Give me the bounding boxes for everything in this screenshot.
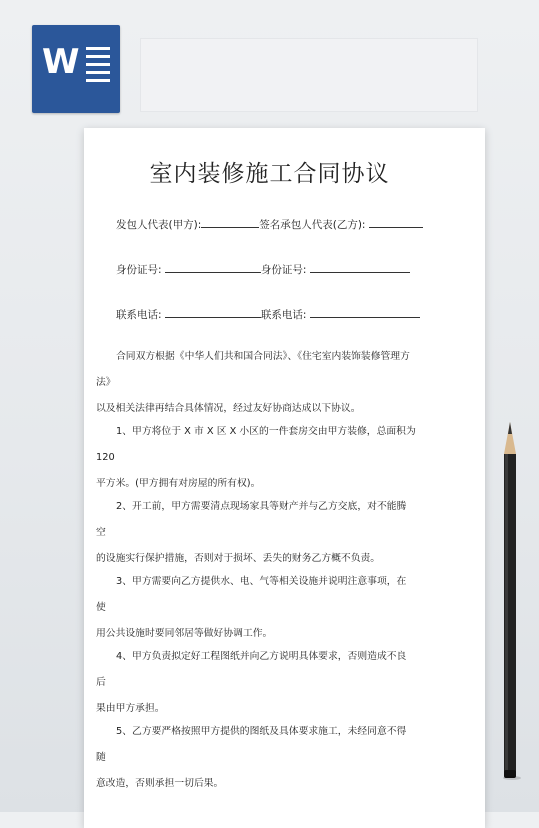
paragraph-line: 果由甲方承担。 <box>96 703 165 714</box>
paragraph-line: 用公共设施时要同邻居等做好协调工作。 <box>96 628 273 639</box>
paragraph-line: 4、甲方负责拟定好工程图纸并向乙方说明具体要求，否则造成不良后 <box>96 651 407 688</box>
paragraph-intro <box>96 344 416 422</box>
party-a-rep-blank[interactable] <box>201 216 259 228</box>
word-icon-letter: W <box>42 42 80 82</box>
party-b-phone-label: 联系电话: <box>260 309 307 321</box>
field-row-phone <box>116 306 420 322</box>
party-b-rep-label: 签名承包人代表(乙方): <box>259 219 366 231</box>
party-b-id-label: 身份证号: <box>260 264 307 276</box>
word-app-icon <box>32 25 120 113</box>
paragraph-clause-5 <box>96 719 416 797</box>
party-a-phone-label: 联系电话: <box>116 309 162 321</box>
party-a-id-blank[interactable] <box>165 261 261 273</box>
word-icon-lines <box>86 47 110 87</box>
party-a-rep-label: 发包人代表(甲方): <box>116 219 202 231</box>
party-a-id-label: 身份证号: <box>116 264 162 276</box>
paragraph-line: 以及相关法律再结合具体情况，经过友好协商达成以下协议。 <box>96 403 361 414</box>
paragraph-line: 3、甲方需要向乙方提供水、电、气等相关设施并说明注意事项，在使 <box>96 576 407 613</box>
paragraph-line: 1、甲方将位于 X 市 X 区 X 小区的一件套房交由甲方装修，总面积为 120 <box>96 426 416 463</box>
header-banner <box>140 38 478 112</box>
document-title: 室内装修施工合同协议 <box>149 161 390 187</box>
party-a-phone-blank[interactable] <box>165 306 261 318</box>
paragraph-line: 2、开工前，甲方需要清点现场家具等财产并与乙方交底，对不能腾空 <box>96 501 407 538</box>
party-b-rep-blank[interactable] <box>369 216 423 228</box>
paragraph-line: 合同双方根据《中华人们共和国合同法》、《住宅室内装饰装修管理方法》 <box>96 351 410 388</box>
field-row-id <box>116 261 410 277</box>
paragraph-clause-3 <box>96 569 416 647</box>
paragraph-clause-2 <box>96 494 416 572</box>
field-row-representatives <box>116 216 423 232</box>
paragraph-clause-4 <box>96 644 416 722</box>
pencil-image <box>498 420 522 780</box>
party-b-id-blank[interactable] <box>310 261 410 273</box>
paragraph-clause-1 <box>96 419 416 497</box>
paragraph-line: 平方米。(甲方拥有对房屋的所有权)。 <box>96 478 261 489</box>
paragraph-line: 5、乙方要严格按照甲方提供的图纸及具体要求施工，未经同意不得随 <box>96 726 407 763</box>
paragraph-line: 意改造，否则承担一切后果。 <box>96 778 224 789</box>
paragraph-line: 的设施实行保护措施，否则对于损坏、丢失的财务乙方概不负责。 <box>96 553 381 564</box>
party-b-phone-blank[interactable] <box>310 306 420 318</box>
